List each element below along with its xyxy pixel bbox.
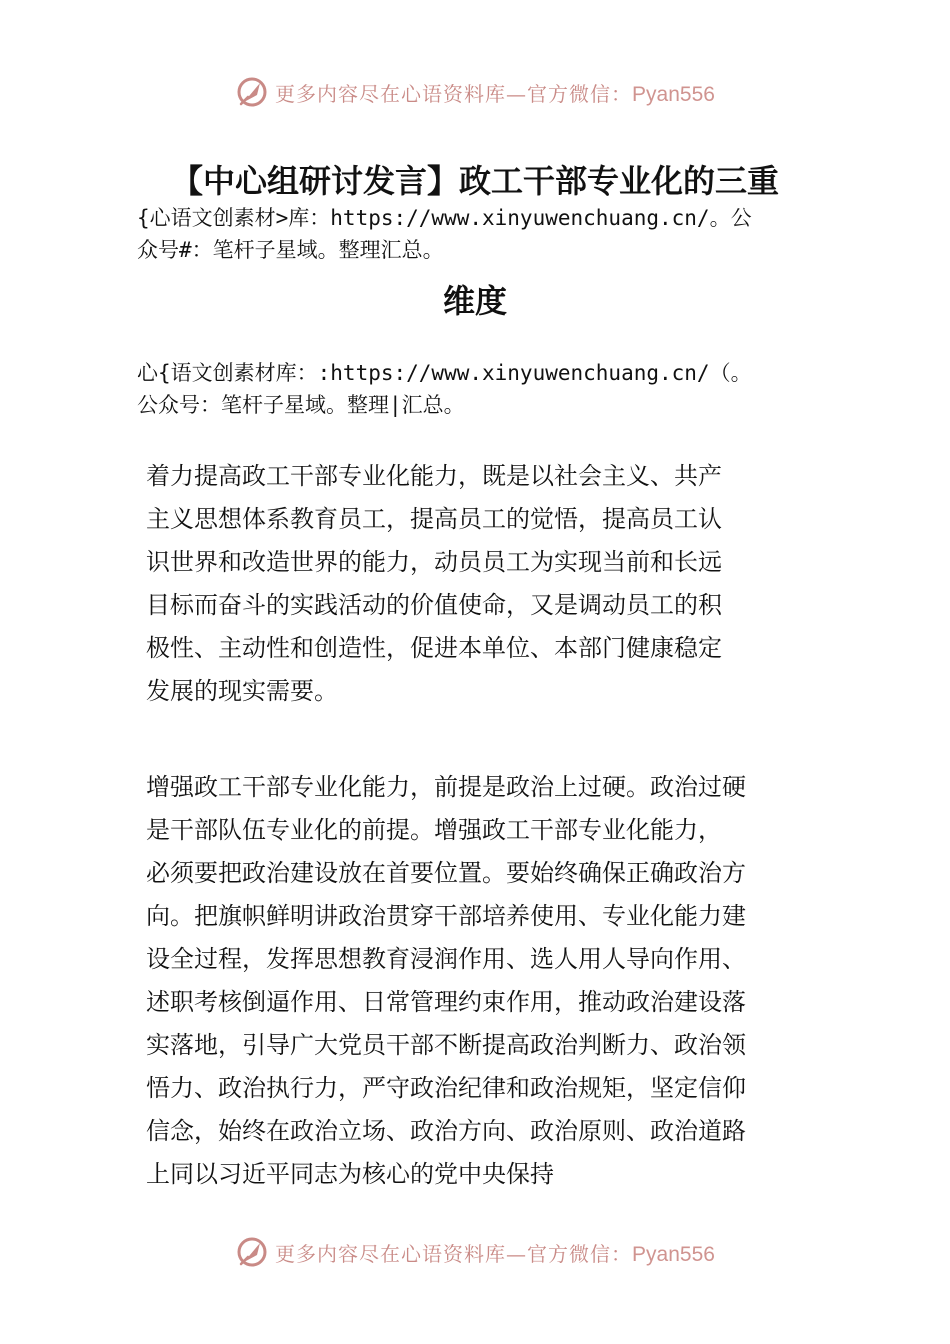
paragraph-line: 着力提高政工干部专业化能力，既是以社会主义、共产: [146, 462, 722, 490]
paragraph-line: 主义思想体系教育员工，提高员工的觉悟，提高员工认: [146, 505, 722, 533]
paragraph-line: 实落地，引导广大党员干部不断提高政治判断力、政治领: [146, 1031, 746, 1059]
source-note-2: [137, 357, 857, 421]
paragraph-line: 极性、主动性和创造性，促进本单位、本部门健康稳定: [146, 634, 722, 662]
watermark-account: Pyan556: [632, 82, 715, 106]
paragraph-line: 向。把旗帜鲜明讲政治贯穿干部培养使用、专业化能力建: [146, 902, 746, 930]
source-note-1-line-2: 众号#：笔杆子星域。整理汇总。: [137, 238, 444, 262]
source-note-2-line-1: 心{语文创素材库：:https://www.xinyuwenchuang.cn/（。: [137, 361, 752, 385]
paragraph-line: 悟力、政治执行力，严守政治纪律和政治规矩，坚定信仰: [146, 1074, 746, 1102]
source-note-2-line-2: 公众号：笔杆子星域。整理|汇总。: [137, 393, 465, 417]
watermark-text: 更多内容尽在心语资料库—官方微信：: [275, 81, 633, 106]
source-note-1: [137, 202, 857, 266]
source-note-1-line-1: {心语文创素材>库：https://www.xinyuwenchuang.cn/。公: [137, 206, 752, 230]
paragraph-line: 必须要把政治建设放在首要位置。要始终确保正确政治方: [146, 859, 746, 887]
paragraph-line: 述职考核倒逼作用、日常管理约束作用，推动政治建设落: [146, 988, 746, 1016]
watermark-text: 更多内容尽在心语资料库—官方微信：: [275, 1241, 633, 1266]
title-line-1: 【中心组研讨发言】政工干部专业化的三重: [170, 162, 779, 200]
paragraph-2: [146, 766, 836, 1196]
watermark-account: Pyan556: [632, 1242, 715, 1266]
quill-logo-icon: [235, 1235, 269, 1269]
paragraph-line: 增强政工干部专业化能力，前提是政治上过硬。政治过硬: [146, 773, 746, 801]
paragraph-line: 设全过程，发挥思想教育浸润作用、选人用人导向作用、: [146, 945, 746, 973]
paragraph-line: 发展的现实需要。: [146, 677, 338, 705]
paragraph-line: 上同以习近平同志为核心的党中央保持: [146, 1160, 554, 1188]
header-watermark: [0, 74, 950, 110]
paragraph-line: 目标而奋斗的实践活动的价值使命，又是调动员工的积: [146, 591, 722, 619]
title-line-2: 维度: [442, 282, 507, 320]
quill-logo-icon: [235, 75, 269, 109]
footer-watermark: [0, 1234, 950, 1270]
paragraph-1: [146, 455, 836, 713]
paragraph-line: 信念，始终在政治立场、政治方向、政治原则、政治道路: [146, 1117, 746, 1145]
paragraph-line: 识世界和改造世界的能力，动员员工为实现当前和长远: [146, 548, 722, 576]
paragraph-line: 是干部队伍专业化的前提。增强政工干部专业化能力，: [146, 816, 722, 844]
